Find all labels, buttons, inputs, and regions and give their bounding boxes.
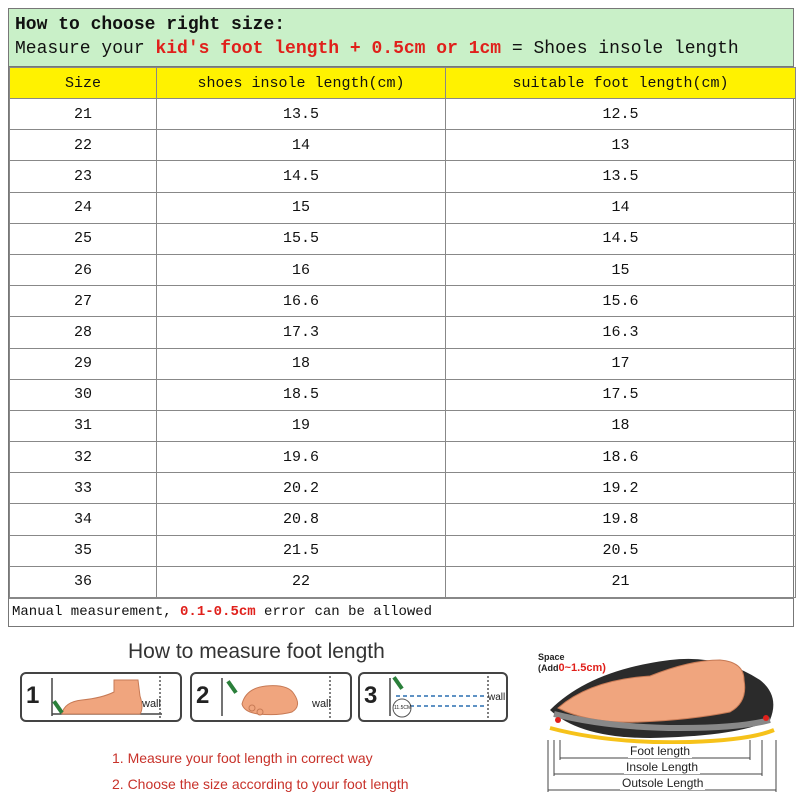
measure-guide — [20, 640, 506, 800]
size-cell: 22 — [10, 130, 157, 161]
size-cell: 34 — [10, 504, 157, 535]
size-cell: 32 — [10, 442, 157, 473]
table-row — [10, 192, 796, 223]
subtitle-prefix: Measure your — [15, 39, 156, 59]
table-row — [10, 130, 796, 161]
size-chart-header — [9, 9, 793, 67]
foot-length-cell: 14 — [446, 192, 796, 223]
size-cell: 26 — [10, 254, 157, 285]
size-cell: 36 — [10, 566, 157, 597]
step-number: 1 — [26, 682, 40, 709]
space-value: 0~1.5cm) — [558, 662, 606, 674]
table-row — [10, 566, 796, 597]
space-label-group — [538, 652, 606, 674]
insole-length-cell: 18 — [157, 348, 446, 379]
table-row — [10, 286, 796, 317]
size-table — [9, 67, 796, 598]
size-cell: 28 — [10, 317, 157, 348]
foot-length-cell: 18 — [446, 410, 796, 441]
insole-length-cell: 19 — [157, 410, 446, 441]
column-header-insole: shoes insole length(cm) — [157, 68, 446, 99]
table-header-row — [10, 68, 796, 99]
insole-length-cell: 20.8 — [157, 504, 446, 535]
insole-length-cell: 20.2 — [157, 473, 446, 504]
subtitle-highlight: kid's foot length + 0.5cm or 1cm — [155, 39, 502, 59]
table-row — [10, 504, 796, 535]
insole-length-label: Insole Length — [626, 760, 699, 774]
column-header-size: Size — [10, 68, 157, 99]
table-row — [10, 473, 796, 504]
table-row — [10, 379, 796, 410]
step-number: 3 — [364, 682, 378, 709]
wall-label: wall — [142, 698, 161, 710]
measure-note-2: 2. Choose the size according to your foot length — [112, 776, 409, 792]
measure-guide-title: How to measure foot length — [128, 640, 385, 663]
step-number: 2 — [196, 682, 210, 709]
footnote-suffix: error can be allowed — [255, 604, 433, 620]
ruler-illustration — [360, 674, 506, 720]
foot-length-cell: 13.5 — [446, 161, 796, 192]
foot-length-cell: 19.2 — [446, 473, 796, 504]
foot-length-cell: 19.8 — [446, 504, 796, 535]
space-add-label: (Add — [538, 663, 559, 673]
space-label: Space — [538, 652, 565, 662]
outsole-length-label: Outsole Length — [622, 776, 704, 790]
size-cell: 30 — [10, 379, 157, 410]
foot-top-illustration — [192, 674, 350, 720]
step-1-panel — [20, 672, 182, 722]
size-cell: 23 — [10, 161, 157, 192]
step-2-panel — [190, 672, 352, 722]
footnote-highlight: 0.1-0.5cm — [180, 604, 256, 620]
table-row — [10, 254, 796, 285]
foot-length-label: Foot length — [630, 744, 691, 758]
insole-length-cell: 14 — [157, 130, 446, 161]
table-row — [10, 410, 796, 441]
size-cell: 21 — [10, 99, 157, 130]
foot-length-cell: 17.5 — [446, 379, 796, 410]
table-row — [10, 442, 796, 473]
table-body — [10, 99, 796, 598]
insole-length-cell: 21.5 — [157, 535, 446, 566]
insole-length-cell: 15.5 — [157, 223, 446, 254]
table-row — [10, 535, 796, 566]
insole-diagram — [530, 640, 800, 800]
size-chart-title: How to choose right size: — [15, 15, 286, 35]
foot-length-cell: 17 — [446, 348, 796, 379]
foot-length-cell: 13 — [446, 130, 796, 161]
ruler-reading: 11.5CM — [394, 705, 412, 711]
wall-label: wall — [488, 692, 506, 703]
table-row — [10, 161, 796, 192]
size-cell: 29 — [10, 348, 157, 379]
insole-length-cell: 19.6 — [157, 442, 446, 473]
insole-length-cell: 18.5 — [157, 379, 446, 410]
insole-length-cell: 16 — [157, 254, 446, 285]
insole-length-cell: 22 — [157, 566, 446, 597]
foot-length-cell: 21 — [446, 566, 796, 597]
size-chart-footnote — [9, 598, 793, 626]
size-chart — [8, 8, 794, 627]
size-cell: 35 — [10, 535, 157, 566]
size-cell: 31 — [10, 410, 157, 441]
insole-length-cell: 14.5 — [157, 161, 446, 192]
insole-length-cell: 13.5 — [157, 99, 446, 130]
size-chart-subtitle — [15, 37, 787, 61]
foot-length-cell: 20.5 — [446, 535, 796, 566]
column-header-foot: suitable foot length(cm) — [446, 68, 796, 99]
table-row — [10, 348, 796, 379]
foot-length-cell: 18.6 — [446, 442, 796, 473]
footnote-prefix: Manual measurement, — [12, 604, 181, 620]
insole-length-cell: 17.3 — [157, 317, 446, 348]
step-3-panel — [358, 672, 508, 722]
insole-length-cell: 15 — [157, 192, 446, 223]
wall-label: wall — [312, 698, 331, 710]
subtitle-suffix: = Shoes insole length — [501, 39, 739, 59]
size-cell: 25 — [10, 223, 157, 254]
foot-length-cell: 15 — [446, 254, 796, 285]
size-cell: 27 — [10, 286, 157, 317]
foot-length-cell: 12.5 — [446, 99, 796, 130]
table-row — [10, 317, 796, 348]
foot-length-cell: 16.3 — [446, 317, 796, 348]
size-cell: 33 — [10, 473, 157, 504]
measure-note-1: 1. Measure your foot length in correct way — [112, 750, 373, 766]
table-row — [10, 99, 796, 130]
foot-side-illustration — [22, 674, 180, 720]
foot-length-cell: 14.5 — [446, 223, 796, 254]
size-cell: 24 — [10, 192, 157, 223]
insole-length-cell: 16.6 — [157, 286, 446, 317]
foot-length-cell: 15.6 — [446, 286, 796, 317]
table-row — [10, 223, 796, 254]
